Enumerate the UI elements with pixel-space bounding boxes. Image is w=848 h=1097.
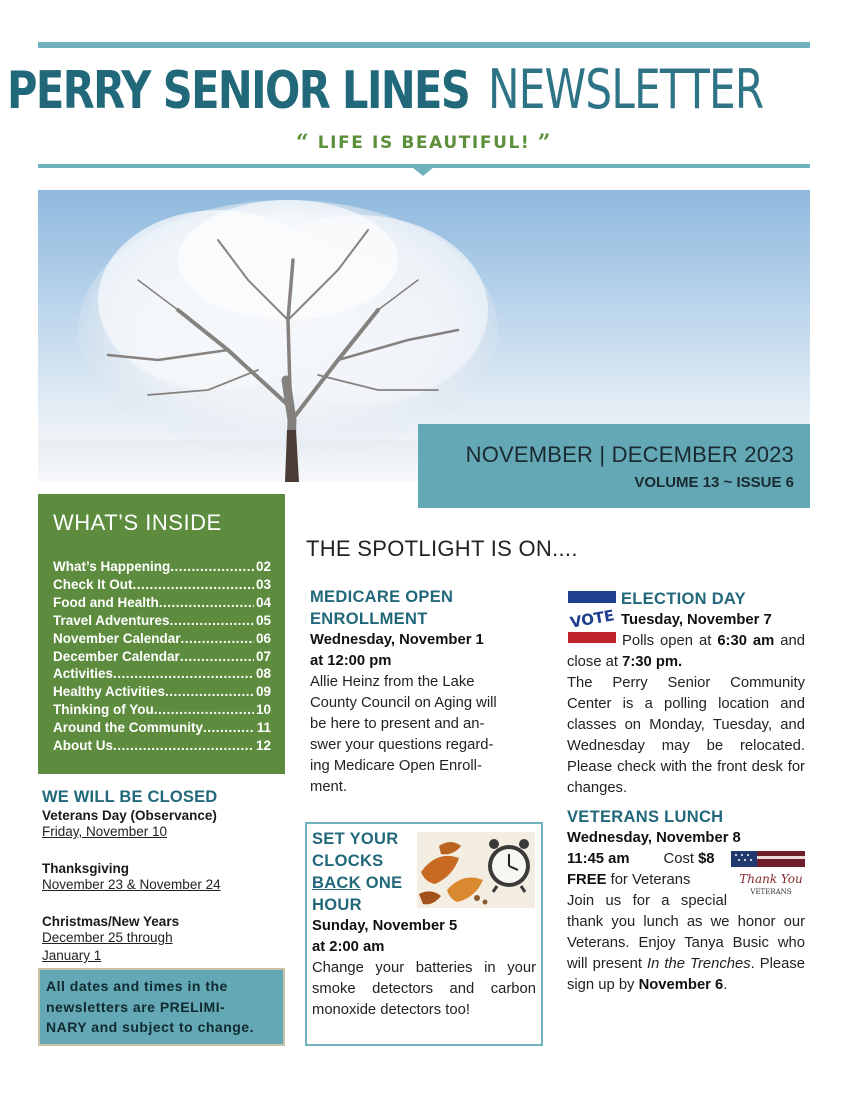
toc-row [53, 701, 271, 719]
toc-leader-dots [170, 612, 254, 630]
toc-page-number: 06 [255, 630, 271, 646]
masthead [6, 58, 810, 124]
toc-row [53, 648, 271, 666]
toc-leader-dots [165, 683, 254, 701]
medicare-date: Wednesday, November 1 [310, 632, 484, 648]
veterans-free-suffix: for Veterans [606, 872, 691, 888]
masthead-notch [412, 167, 434, 176]
toc-row [53, 737, 271, 755]
tagline [38, 130, 810, 156]
masthead-title-light: NEWSLETTER [488, 58, 764, 121]
toc-label: Thinking of You [53, 702, 154, 718]
closed-days-section [42, 788, 282, 965]
toc-leader-dots [180, 648, 254, 666]
veterans-cost-label: Cost [663, 851, 699, 867]
notice-line: NARY and subject to change. [46, 1019, 254, 1035]
medicare-heading-2: ENROLLMENT [310, 610, 428, 628]
toc-leader-dots [154, 701, 254, 719]
table-of-contents [53, 558, 271, 755]
toc-row [53, 719, 271, 737]
veterans-time: 11:45 am [567, 851, 630, 867]
holiday-date: Friday, November 10 [42, 824, 168, 839]
toc-page-number: 03 [255, 576, 271, 592]
medicare-body-line: swer your questions regard- [310, 737, 494, 753]
election-and-veterans-column [567, 588, 805, 996]
whats-inside-box [38, 494, 285, 774]
veterans-body-italic: In the Trenches [647, 956, 751, 972]
preliminary-notice [38, 968, 285, 1046]
veterans-body-end: . [723, 977, 728, 993]
medicare-body-line: Allie Heinz from the Lake [310, 674, 475, 690]
toc-leader-dots [159, 594, 254, 612]
issue-volume: VOLUME 13 ~ ISSUE 6 [634, 474, 794, 491]
medicare-article [310, 586, 538, 798]
whats-inside-heading: WHAT’S INSIDE [53, 510, 222, 535]
toc-page-number: 07 [255, 648, 271, 664]
toc-label: Healthy Activities [53, 684, 166, 700]
toc-row [53, 683, 271, 701]
clocks-heading-1: SET YOUR [312, 830, 399, 848]
polls-close-time: 7:30 pm. [622, 654, 683, 670]
toc-leader-dots [133, 576, 254, 594]
medicare-heading-1: MEDICARE OPEN [310, 588, 454, 606]
toc-page-number: 02 [255, 559, 271, 574]
issue-title: NOVEMBER | DECEMBER 2023 [465, 442, 794, 467]
toc-page-number: 05 [255, 612, 271, 628]
veterans-body-2: . Please sign up by [567, 956, 805, 993]
toc-row [53, 612, 271, 630]
masthead-title-bold: PERRY SENIOR LINES [6, 61, 469, 121]
toc-label: December Calendar [53, 648, 180, 664]
tagline-text: LIFE IS BEAUTIFUL! [317, 133, 531, 153]
toc-label: What’s Happening [53, 559, 171, 574]
alarm-clock-leaves-icon [417, 832, 535, 908]
toc-leader-dots [203, 719, 255, 737]
medicare-body-line: ment. [310, 779, 348, 795]
toc-label: November Calendar [53, 630, 181, 646]
medicare-body-line: ing Medicare Open Enroll- [310, 758, 482, 774]
veterans-date: Wednesday, November 8 [567, 830, 741, 846]
clocks-date: Sunday, November 5 [312, 918, 458, 934]
holiday-date: December 25 through [42, 930, 173, 945]
clocks-heading-2: CLOCKS [312, 852, 384, 870]
notice-line: newsletters are PRELIMI- [46, 998, 226, 1015]
toc-page-number: 08 [255, 666, 271, 682]
badge-veterans: VETERANS [750, 888, 792, 896]
toc-label: Activities [53, 666, 114, 682]
toc-label: Travel Adventures [53, 612, 170, 628]
clocks-time: at 2:00 am [312, 939, 385, 955]
toc-page-number: 04 [255, 594, 271, 610]
medicare-body-line: be here to present and an- [310, 716, 485, 732]
tagline-quote-open: “ [295, 130, 311, 156]
holiday-thanksgiving [42, 861, 282, 894]
clocks-heading-one: ONE [360, 874, 403, 892]
toc-leader-dots [113, 665, 254, 683]
holiday-date: January 1 [42, 948, 102, 963]
holiday-name: Veterans Day (Observance) [42, 808, 217, 823]
veterans-cost: $8 [698, 851, 715, 867]
toc-page-number: 12 [255, 738, 271, 754]
tagline-quote-close: ” [537, 130, 553, 156]
clocks-heading-back: BACK [312, 874, 361, 892]
clocks-article [305, 822, 543, 1046]
toc-page-number: 10 [255, 702, 271, 718]
toc-label: Food and Health [53, 594, 159, 610]
toc-row [53, 594, 271, 612]
toc-label: About Us [53, 738, 113, 754]
polls-mid: and close at [567, 633, 805, 670]
holiday-name: Christmas/New Years [42, 914, 180, 929]
veterans-body [567, 891, 805, 996]
medicare-time: at 12:00 pm [310, 653, 392, 669]
issue-banner [418, 424, 810, 508]
toc-label: Around the Community [53, 720, 203, 736]
holiday-veterans [42, 808, 282, 841]
election-body: The Perry Senior Community Center is a polling location and classes on Monday, Tuesday, and Wednesday may be relocated. Please check with the front desk for changes. [567, 675, 805, 796]
vote-badge-text: VOTE [568, 606, 616, 632]
veterans-body-1: Join us for a special thank you lunch as we honor our Veterans. Enjoy Tanya Busic who will present [567, 893, 805, 972]
election-heading: ELECTION DAY [621, 590, 746, 608]
vote-badge-icon [567, 590, 617, 644]
holiday-christmas [42, 914, 282, 965]
veterans-signup-date: November 6 [638, 977, 724, 993]
holiday-name: Thanksgiving [42, 861, 130, 876]
polls-prefix: Polls open at [622, 633, 718, 649]
toc-leader-dots [170, 558, 254, 576]
thank-you-veterans-badge [731, 851, 805, 899]
toc-page-number: 09 [255, 684, 271, 700]
election-date: Tuesday, November 7 [621, 612, 772, 628]
veterans-heading: VETERANS LUNCH [567, 808, 724, 826]
veterans-free-label: FREE [567, 872, 607, 888]
toc-row [53, 576, 271, 594]
toc-row [53, 558, 271, 576]
badge-thank-you: Thank You [739, 872, 803, 886]
medicare-body-line: County Council on Aging will [310, 695, 497, 711]
toc-leader-dots [181, 630, 254, 648]
closed-heading: WE WILL BE CLOSED [42, 788, 218, 806]
clocks-heading-4: HOUR [312, 896, 362, 914]
toc-leader-dots [113, 737, 254, 755]
toc-page-number: 11 [256, 720, 271, 736]
toc-label: Check It Out [53, 576, 133, 592]
toc-row [53, 665, 271, 683]
spotlight-title: THE SPOTLIGHT IS ON.... [306, 536, 578, 561]
notice-line: All dates and times in the [46, 978, 228, 994]
toc-row [53, 630, 271, 648]
clocks-body: Change your batteries in your smoke detectors and carbon monoxide detectors too! [312, 960, 536, 1018]
polls-open-time: 6:30 am [717, 633, 775, 649]
holiday-date: November 23 & November 24 [42, 877, 221, 892]
masthead-top-rule [38, 42, 810, 48]
